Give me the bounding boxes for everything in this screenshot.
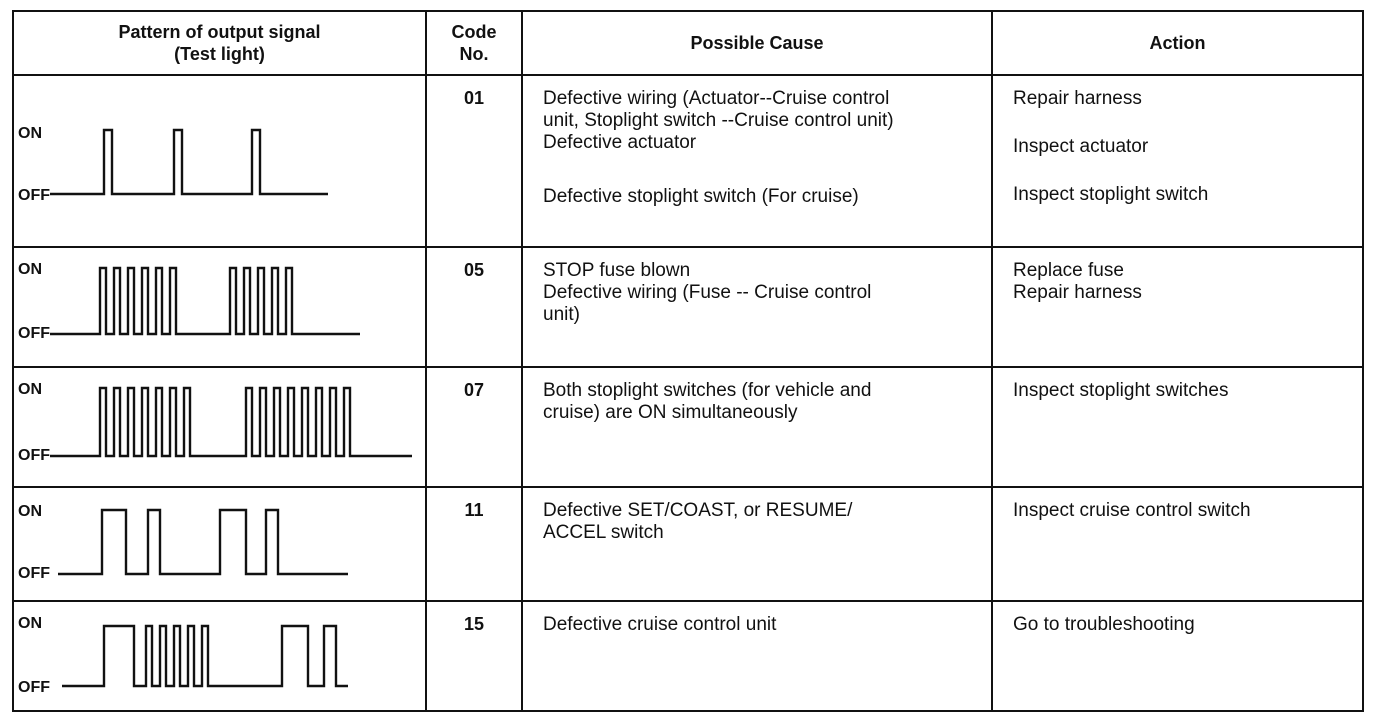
action-cell [992, 487, 1363, 601]
signal-waveform-07 [14, 368, 426, 488]
action-line: Go to troubleshooting [1013, 614, 1195, 635]
cause-line: unit) [543, 304, 580, 325]
action-line: Repair harness [1013, 88, 1142, 109]
action-cell [992, 247, 1363, 367]
wave-off-label: OFF [18, 325, 50, 342]
waveform-line [50, 130, 328, 194]
code-cell: 07 [426, 367, 522, 487]
signal-pattern-cell [13, 247, 426, 367]
wave-on-label: ON [18, 125, 42, 142]
header-cause: Possible Cause [522, 11, 992, 75]
cause-line: Both stoplight switches (for vehicle and [543, 380, 872, 401]
wave-on-label: ON [18, 261, 42, 278]
cause-line: unit, Stoplight switch --Cruise control unit) [543, 110, 894, 131]
header-code [426, 11, 522, 75]
header-action: Action [992, 11, 1363, 75]
action-line: Inspect cruise control switch [1013, 500, 1251, 521]
header-code-line1: Code [451, 22, 497, 42]
header-pattern [13, 11, 426, 75]
cause-cell [522, 601, 992, 711]
cause-line: Defective SET/COAST, or RESUME/ [543, 500, 853, 521]
table-row [13, 75, 1363, 247]
signal-waveform-15 [14, 602, 426, 712]
code-cell: 11 [426, 487, 522, 601]
wave-on-label: ON [18, 503, 42, 520]
action-cell [992, 601, 1363, 711]
cause-line: STOP fuse blown [543, 260, 691, 281]
cause-line: Defective wiring (Actuator--Cruise control [543, 88, 890, 109]
header-row [13, 11, 1363, 75]
wave-on-label: ON [18, 615, 42, 632]
action-cell [992, 367, 1363, 487]
signal-pattern-cell [13, 367, 426, 487]
header-code-line2: No. [459, 44, 489, 64]
table-row [13, 367, 1363, 487]
wave-off-label: OFF [18, 679, 50, 696]
signal-waveform-11 [14, 488, 426, 602]
signal-waveform-01 [14, 76, 426, 248]
code-cell: 05 [426, 247, 522, 367]
signal-waveform-05 [14, 248, 426, 368]
cause-cell [522, 367, 992, 487]
waveform-line [58, 510, 348, 574]
header-pattern-line1: Pattern of output signal [118, 22, 321, 42]
waveform-line [62, 626, 348, 686]
action-line: Inspect stoplight switch [1013, 184, 1209, 205]
cause-line: ACCEL switch [543, 522, 664, 543]
cause-line: cruise) are ON simultaneously [543, 402, 798, 423]
waveform-line [50, 388, 412, 456]
diagnostic-code-table [12, 10, 1364, 712]
wave-off-label: OFF [18, 447, 50, 464]
cause-cell [522, 75, 992, 247]
waveform-line [50, 268, 360, 334]
code-cell: 15 [426, 601, 522, 711]
header-pattern-line2: (Test light) [174, 44, 265, 64]
action-line: Inspect actuator [1013, 136, 1149, 157]
action-line: Inspect stoplight switches [1013, 380, 1229, 401]
wave-on-label: ON [18, 381, 42, 398]
cause-line: Defective wiring (Fuse -- Cruise control [543, 282, 872, 303]
action-cell [992, 75, 1363, 247]
cause-line: Defective cruise control unit [543, 614, 777, 635]
action-line: Repair harness [1013, 282, 1142, 303]
wave-off-label: OFF [18, 187, 50, 204]
cause-cell [522, 247, 992, 367]
action-line: Replace fuse [1013, 260, 1124, 281]
signal-pattern-cell [13, 487, 426, 601]
table-row [13, 487, 1363, 601]
table-row [13, 601, 1363, 711]
cause-line: Defective stoplight switch (For cruise) [543, 186, 859, 207]
code-cell: 01 [426, 75, 522, 247]
cause-cell [522, 487, 992, 601]
signal-pattern-cell [13, 601, 426, 711]
signal-pattern-cell [13, 75, 426, 247]
cause-line: Defective actuator [543, 132, 697, 153]
wave-off-label: OFF [18, 565, 50, 582]
table-row [13, 247, 1363, 367]
